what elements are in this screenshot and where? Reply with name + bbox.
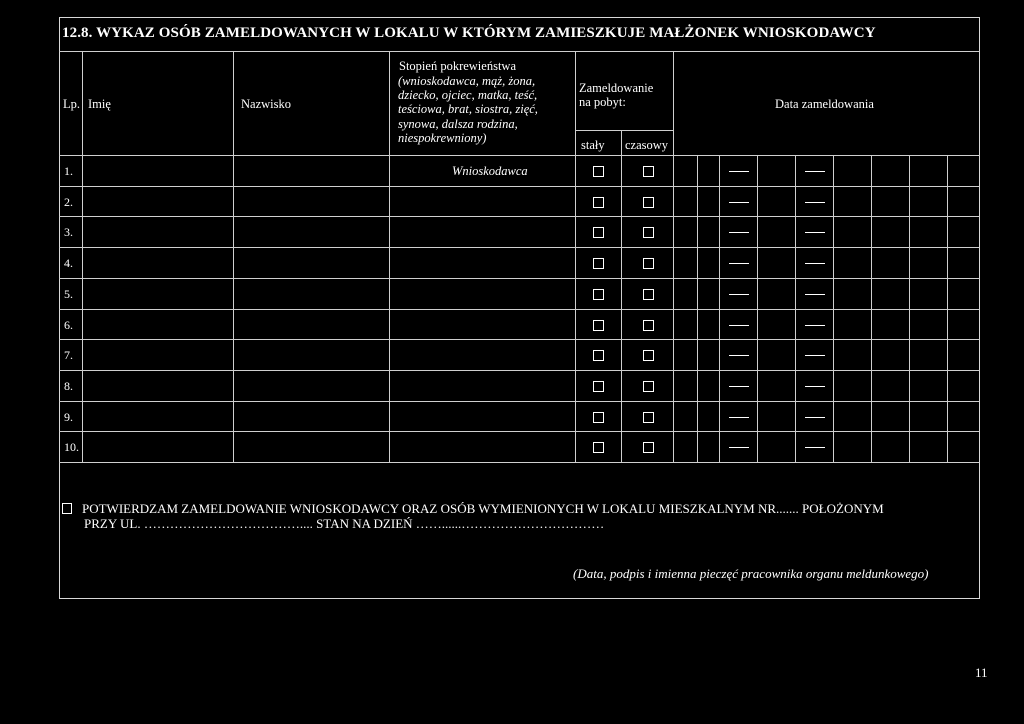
staly-checkbox[interactable] [593, 412, 604, 423]
date-separator-dash [805, 171, 825, 172]
date-column-line [833, 155, 834, 462]
date-separator-dash [805, 294, 825, 295]
czasowy-checkbox[interactable] [643, 320, 654, 331]
czasowy-checkbox[interactable] [643, 412, 654, 423]
date-column-line [947, 155, 948, 462]
section-title: 12.8. WYKAZ OSÓB ZAMELDOWANYCH W LOKALU W KTÓRYM ZAMIESZKUJE MAŁŻONEK WNIOSKODAWCY [62, 25, 876, 41]
date-column-line [909, 155, 910, 462]
row-lp: 1. [64, 164, 73, 178]
staly-checkbox[interactable] [593, 227, 604, 238]
date-separator-dash [805, 202, 825, 203]
row-stopien[interactable]: Wnioskodawca [452, 164, 528, 178]
date-separator-dash [729, 355, 749, 356]
row-lp: 6. [64, 317, 73, 332]
row-divider-line [59, 247, 980, 248]
column-line [389, 51, 390, 462]
czasowy-checkbox[interactable] [643, 289, 654, 300]
date-separator-dash [805, 447, 825, 448]
czasowy-checkbox[interactable] [643, 166, 654, 177]
confirmation-line1: POTWIERDZAM ZAMELDOWANIE WNIOSKODAWCY ORAZ OSÓB WYMIENIONYCH W LOKALU MIESZKALNYM NR....... POŁOŻONYM [82, 501, 884, 516]
row-lp: 2. [64, 194, 73, 209]
confirmation-statement [62, 501, 884, 531]
row-divider-line [59, 186, 980, 187]
row-lp: 10. [64, 440, 79, 455]
column-line [233, 51, 234, 462]
czasowy-checkbox[interactable] [643, 350, 654, 361]
date-separator-dash [729, 417, 749, 418]
date-separator-dash [805, 386, 825, 387]
header-data-zameldowania: Data zameldowania [775, 97, 874, 111]
czasowy-checkbox[interactable] [643, 442, 654, 453]
row-lp: 9. [64, 409, 73, 424]
row-divider-line [59, 309, 980, 310]
column-line [673, 51, 674, 462]
staly-checkbox[interactable] [593, 350, 604, 361]
header-nazwisko: Nazwisko [241, 97, 291, 111]
row-divider-line [59, 462, 980, 463]
row-lp: 5. [64, 286, 73, 301]
header-staly: stały [581, 138, 605, 152]
date-separator-dash [729, 202, 749, 203]
date-separator-dash [805, 232, 825, 233]
header-stopien-line4: synowa, dalsza rodzina, [398, 117, 518, 131]
header-zameldowanie-line2: na pobyt: [579, 95, 626, 109]
column-line [575, 51, 576, 462]
czasowy-checkbox[interactable] [643, 258, 654, 269]
confirmation-checkbox[interactable] [62, 503, 72, 514]
header-bottom-line [59, 155, 980, 156]
date-column-line [719, 155, 720, 462]
date-separator-dash [805, 417, 825, 418]
row-divider-line [59, 370, 980, 371]
staly-checkbox[interactable] [593, 289, 604, 300]
staly-checkbox[interactable] [593, 381, 604, 392]
header-lp: Lp. [63, 97, 81, 111]
date-separator-dash [805, 355, 825, 356]
staly-checkbox[interactable] [593, 166, 604, 177]
header-stopien-title: Stopień pokrewieństwa [399, 59, 516, 73]
signature-caption: (Data, podpis i imienna pieczęć pracownika organu meldunkowego) [573, 566, 929, 581]
date-column-line [697, 155, 698, 462]
zameldowanie-subheader-line [575, 130, 673, 131]
staly-checkbox[interactable] [593, 258, 604, 269]
date-separator-dash [729, 171, 749, 172]
date-separator-dash [729, 325, 749, 326]
date-separator-dash [805, 325, 825, 326]
header-stopien-line5: niespokrewniony) [398, 131, 487, 145]
row-lp: 4. [64, 256, 73, 271]
date-column-line [871, 155, 872, 462]
confirmation-line2: PRZY UL. ……………………………….... STAN NA DZIEŃ ……......…………………………… [84, 516, 605, 531]
staly-checkbox[interactable] [593, 197, 604, 208]
staly-checkbox[interactable] [593, 442, 604, 453]
row-divider-line [59, 216, 980, 217]
header-zameldowanie-line1: Zameldowanie [579, 81, 654, 95]
row-divider-line [59, 278, 980, 279]
row-divider-line [59, 431, 980, 432]
date-separator-dash [729, 294, 749, 295]
row-divider-line [59, 401, 980, 402]
header-stopien-line3: teściowa, brat, siostra, zięć, [398, 102, 538, 116]
row-lp: 8. [64, 378, 73, 393]
header-stopien-line2: dziecko, ojciec, matka, teść, [398, 88, 538, 102]
header-czasowy: czasowy [625, 138, 669, 152]
row-lp: 3. [64, 225, 73, 240]
column-line [621, 130, 622, 462]
column-line [82, 51, 83, 462]
date-separator-dash [729, 232, 749, 233]
title-divider [59, 51, 980, 52]
date-separator-dash [729, 386, 749, 387]
date-separator-dash [729, 263, 749, 264]
header-imie: Imię [88, 97, 111, 111]
header-stopien-line1: (wnioskodawca, mąż, żona, [398, 74, 536, 88]
czasowy-checkbox[interactable] [643, 197, 654, 208]
row-divider-line [59, 339, 980, 340]
date-column-line [757, 155, 758, 462]
czasowy-checkbox[interactable] [643, 227, 654, 238]
date-separator-dash [729, 447, 749, 448]
date-column-line [795, 155, 796, 462]
row-lp: 7. [64, 348, 73, 363]
date-separator-dash [805, 263, 825, 264]
staly-checkbox[interactable] [593, 320, 604, 331]
page-number: 11 [975, 665, 988, 680]
czasowy-checkbox[interactable] [643, 381, 654, 392]
